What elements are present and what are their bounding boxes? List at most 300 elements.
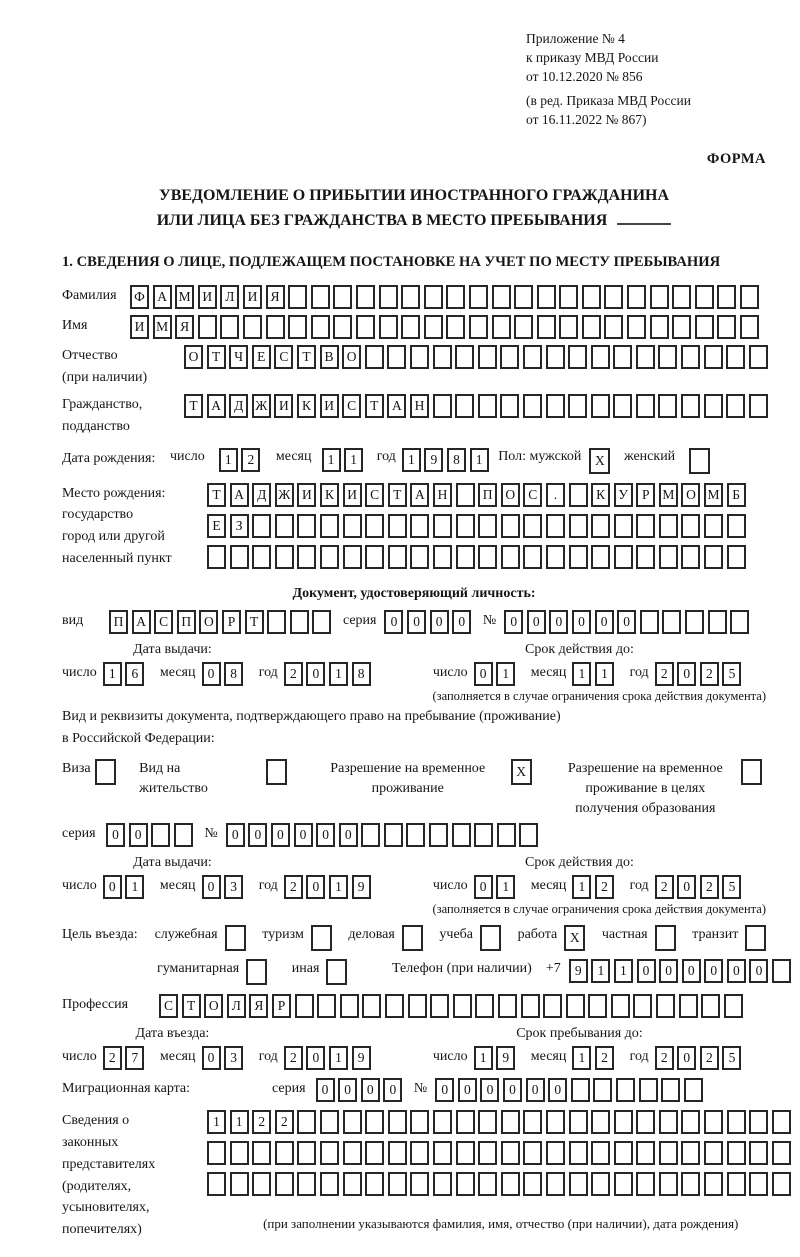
doc-kind-cells bbox=[109, 610, 335, 634]
profession-char-cell bbox=[566, 994, 585, 1018]
birth-place-char-cell bbox=[659, 514, 678, 538]
legal-reps-char-cell bbox=[388, 1110, 407, 1134]
given-name-char-cell bbox=[243, 315, 262, 339]
phone-digit-cell: 0 bbox=[704, 959, 723, 983]
residence-valid-year-cell: 0 bbox=[677, 875, 696, 899]
migration-series-cell: 0 bbox=[383, 1078, 402, 1102]
patronymic-char-cell bbox=[410, 345, 429, 369]
residence-issue-month-label: месяц bbox=[159, 878, 196, 894]
given-name-char-cell bbox=[266, 315, 285, 339]
legal-reps-row2-cells bbox=[207, 1141, 794, 1165]
legal-reps-char-cell bbox=[636, 1141, 655, 1165]
migration-card-row bbox=[62, 1078, 766, 1102]
legal-reps-char-cell bbox=[410, 1141, 429, 1165]
migration-series-label: серия bbox=[272, 1081, 306, 1097]
citizenship-char-cell: Д bbox=[229, 394, 248, 418]
legal-reps-char-cell bbox=[614, 1110, 633, 1134]
residence-valid-col bbox=[393, 855, 766, 917]
doc-valid-year-cells bbox=[655, 662, 745, 686]
legal-reps-char-cell bbox=[772, 1141, 791, 1165]
residence-number-cell bbox=[497, 823, 516, 847]
birth-place-char-cell bbox=[207, 545, 226, 569]
profession-char-cell: С bbox=[159, 994, 178, 1018]
birth-place-char-cell bbox=[591, 514, 610, 538]
migration-series-cell: 0 bbox=[316, 1078, 335, 1102]
gender-female-checkbox bbox=[689, 448, 714, 474]
residence-valid-year-cells bbox=[655, 875, 745, 899]
doc-valid-year-label: год bbox=[629, 664, 649, 680]
legal-reps-char-cell bbox=[275, 1172, 294, 1196]
purpose-label: Цель въезда: bbox=[62, 927, 138, 943]
birth-place-char-cell: А bbox=[230, 483, 249, 507]
given-name-char-cell bbox=[333, 315, 352, 339]
legal-reps-char-cell bbox=[433, 1172, 452, 1196]
residence-issue-day-label: число bbox=[62, 878, 97, 894]
annex-line: от 10.12.2020 № 856 bbox=[526, 68, 643, 84]
surname-char-cell bbox=[311, 285, 330, 309]
birth-place-char-cell bbox=[388, 545, 407, 569]
doc-issue-year-label: год bbox=[258, 664, 278, 680]
legal-reps-char-cell bbox=[704, 1141, 723, 1165]
profession-char-cell bbox=[475, 994, 494, 1018]
citizenship-sublabel: подданство bbox=[62, 419, 130, 435]
phone-digit-cell: 0 bbox=[682, 959, 701, 983]
residence-issue-head: Дата выдачи: bbox=[133, 855, 212, 871]
given-name-char-cell: И bbox=[130, 315, 149, 339]
doc-kind-char-cell: С bbox=[154, 610, 173, 634]
citizenship-char-cell: И bbox=[320, 394, 339, 418]
stay-day-label: число bbox=[432, 1049, 468, 1065]
patronymic-char-cell: С bbox=[274, 345, 293, 369]
migration-number-cell bbox=[661, 1078, 680, 1102]
residence-valid-year-cell: 2 bbox=[700, 875, 719, 899]
doc-valid-year-cell: 2 bbox=[700, 662, 719, 686]
residence-number-cells bbox=[226, 823, 542, 847]
doc-valid-head: Срок действия до: bbox=[525, 641, 634, 657]
legal-reps-row bbox=[62, 1110, 796, 1240]
doc-issue-day-cell: 1 bbox=[103, 662, 122, 686]
residence-number-cell bbox=[361, 823, 380, 847]
patronymic-row bbox=[62, 345, 766, 388]
given-name-char-cell bbox=[469, 315, 488, 339]
birth-month-cell: 1 bbox=[322, 448, 341, 472]
birth-place-char-cell: У bbox=[614, 483, 633, 507]
legal-reps-char-cell bbox=[456, 1110, 475, 1134]
migration-number-cell bbox=[616, 1078, 635, 1102]
residence-valid-day-cell: 0 bbox=[474, 875, 493, 899]
doc-kind-char-cell: Т bbox=[245, 610, 264, 634]
residence-number-cell: 0 bbox=[248, 823, 267, 847]
doc-number-cell bbox=[685, 610, 704, 634]
visa-label: Виза bbox=[62, 760, 91, 776]
citizenship-char-cell bbox=[726, 394, 745, 418]
birth-year-cells bbox=[402, 448, 492, 472]
vnj-option bbox=[139, 759, 291, 800]
migration-number-cell: 0 bbox=[548, 1078, 567, 1102]
doc-issue-month-cells bbox=[202, 662, 247, 686]
citizenship-char-cell: А bbox=[207, 394, 226, 418]
stay-day-cells bbox=[474, 1046, 519, 1070]
gender-male-checkbox bbox=[589, 448, 614, 474]
profession-char-cell bbox=[543, 994, 562, 1018]
doc-series-label: серия bbox=[342, 612, 377, 628]
profession-char-cell bbox=[611, 994, 630, 1018]
patronymic-char-cell bbox=[658, 345, 677, 369]
patronymic-char-cell bbox=[365, 345, 384, 369]
profession-char-cell bbox=[340, 994, 359, 1018]
residence-valid-month-cell: 2 bbox=[595, 875, 614, 899]
birth-place-char-cell: Д bbox=[252, 483, 271, 507]
birth-place-char-cell: П bbox=[478, 483, 497, 507]
stay-month-cells bbox=[572, 1046, 617, 1070]
stay-month-label: месяц bbox=[530, 1049, 567, 1065]
annex-note-line: от 16.11.2022 № 867) bbox=[526, 111, 647, 127]
legal-reps-char-cell bbox=[749, 1141, 768, 1165]
purpose-private-checkbox bbox=[655, 925, 680, 951]
legal-reps-char-cell bbox=[320, 1110, 339, 1134]
doc-number-cell bbox=[730, 610, 749, 634]
legal-reps-char-cell bbox=[569, 1141, 588, 1165]
doc-kind-label: вид bbox=[62, 612, 84, 628]
entry-year-cells bbox=[284, 1046, 374, 1070]
surname-cells bbox=[130, 285, 763, 309]
legal-reps-char-cell bbox=[523, 1141, 542, 1165]
citizenship-char-cell bbox=[478, 394, 497, 418]
birth-place-char-cell: З bbox=[230, 514, 249, 538]
vnj-label: Вид на жительство bbox=[139, 760, 208, 796]
birth-place-char-cell bbox=[523, 514, 542, 538]
residence-valid-year-cell: 5 bbox=[722, 875, 741, 899]
given-name-cells bbox=[130, 315, 763, 339]
surname-char-cell bbox=[672, 285, 691, 309]
birth-place-char-cell: Т bbox=[388, 483, 407, 507]
citizenship-char-cell bbox=[704, 394, 723, 418]
legal-reps-char-cell bbox=[456, 1141, 475, 1165]
form-label: ФОРМА bbox=[706, 151, 766, 168]
patronymic-char-cell: Ч bbox=[229, 345, 248, 369]
residence-issue-year-cell: 1 bbox=[329, 875, 348, 899]
birth-place-row2-cells bbox=[207, 514, 749, 538]
patronymic-char-cell bbox=[568, 345, 587, 369]
purpose-option-business-trip: служебная bbox=[155, 925, 250, 951]
patronymic-char-cell bbox=[455, 345, 474, 369]
purpose-commercial-checkbox bbox=[402, 925, 427, 951]
birth-place-char-cell bbox=[727, 514, 746, 538]
legal-reps-char-cell bbox=[365, 1141, 384, 1165]
given-name-label: Имя bbox=[62, 318, 88, 334]
legal-reps-char-cell bbox=[433, 1110, 452, 1134]
birth-year-cell: 1 bbox=[402, 448, 421, 472]
stay-until-col bbox=[393, 1026, 766, 1070]
surname-char-cell bbox=[514, 285, 533, 309]
doc-kind-char-cell: А bbox=[132, 610, 151, 634]
annex-reference bbox=[526, 30, 766, 129]
birth-place-char-cell: О bbox=[681, 483, 700, 507]
birth-place-char-cell bbox=[681, 514, 700, 538]
birth-place-sublabel-settlement: населенный пункт bbox=[62, 550, 172, 566]
birth-place-char-cell bbox=[478, 514, 497, 538]
surname-char-cell bbox=[559, 285, 578, 309]
birth-place-char-cell bbox=[614, 545, 633, 569]
purpose-cell bbox=[655, 925, 676, 951]
residence-series-cell: 0 bbox=[106, 823, 125, 847]
birth-place-char-cell bbox=[410, 545, 429, 569]
legal-reps-char-cell bbox=[591, 1172, 610, 1196]
given-name-char-cell bbox=[514, 315, 533, 339]
patronymic-char-cell: О bbox=[184, 345, 203, 369]
legal-reps-char-cell bbox=[478, 1141, 497, 1165]
entry-day-cells bbox=[103, 1046, 148, 1070]
profession-char-cell bbox=[453, 994, 472, 1018]
purpose-option-work: работа X bbox=[518, 925, 589, 951]
given-name-char-cell bbox=[695, 315, 714, 339]
purpose-option-tourism: туризм bbox=[262, 925, 335, 951]
birth-place-char-cell bbox=[275, 545, 294, 569]
form-title-line2: ИЛИ ЛИЦА БЕЗ ГРАЖДАНСТВА В МЕСТО ПРЕБЫВАНИЯ bbox=[62, 209, 766, 234]
doc-issue-month-label: месяц bbox=[159, 664, 196, 680]
legal-reps-char-cell bbox=[727, 1172, 746, 1196]
annex-line: к приказу МВД России bbox=[526, 49, 659, 65]
purpose-option-transit: транзит bbox=[692, 925, 770, 951]
purpose-cell bbox=[480, 925, 501, 951]
legal-reps-char-cell bbox=[252, 1141, 271, 1165]
birth-place-char-cell bbox=[252, 514, 271, 538]
legal-reps-char-cell bbox=[433, 1141, 452, 1165]
doc-valid-month-cell: 1 bbox=[572, 662, 591, 686]
birth-day-cell: 2 bbox=[241, 448, 260, 472]
stay-year-cell: 0 bbox=[677, 1046, 696, 1070]
migration-series-cells bbox=[316, 1078, 406, 1102]
surname-char-cell bbox=[424, 285, 443, 309]
surname-char-cell bbox=[492, 285, 511, 309]
doc-issue-year-cell: 8 bbox=[352, 662, 371, 686]
patronymic-sublabel: (при наличии) bbox=[62, 369, 148, 385]
birth-place-char-cell bbox=[704, 545, 723, 569]
given-name-char-cell bbox=[446, 315, 465, 339]
legal-reps-char-cell bbox=[591, 1141, 610, 1165]
doc-kind-row bbox=[62, 610, 766, 634]
birth-day-cells bbox=[219, 448, 264, 472]
stay-year-cells bbox=[655, 1046, 745, 1070]
doc-valid-year-cell: 0 bbox=[677, 662, 696, 686]
surname-char-cell bbox=[537, 285, 556, 309]
legal-reps-char-cell bbox=[320, 1172, 339, 1196]
stay-month-cell: 1 bbox=[572, 1046, 591, 1070]
rvp-cell: X bbox=[511, 759, 532, 785]
residence-valid-year-label: год bbox=[629, 878, 649, 894]
rvp-option bbox=[315, 759, 535, 800]
entry-month-cells bbox=[202, 1046, 247, 1070]
purpose-row-2 bbox=[157, 959, 766, 985]
doc-kind-char-cell bbox=[312, 610, 331, 634]
residence-number-cell: 0 bbox=[294, 823, 313, 847]
given-name-char-cell: М bbox=[153, 315, 172, 339]
legal-reps-char-cell: 2 bbox=[252, 1110, 271, 1134]
patronymic-char-cell bbox=[681, 345, 700, 369]
entry-date-col bbox=[62, 1026, 393, 1070]
entry-month-cell: 3 bbox=[224, 1046, 243, 1070]
residence-doc-line2: в Российской Федерации: bbox=[62, 731, 215, 747]
migration-number-cells bbox=[435, 1078, 706, 1102]
rvp-checkbox bbox=[511, 759, 536, 785]
surname-char-cell bbox=[627, 285, 646, 309]
legal-reps-char-cell bbox=[388, 1172, 407, 1196]
birth-place-char-cell: Т bbox=[207, 483, 226, 507]
phone-digit-cell: 1 bbox=[614, 959, 633, 983]
migration-number-cell bbox=[639, 1078, 658, 1102]
doc-issue-year-cell: 1 bbox=[329, 662, 348, 686]
entry-dates-block bbox=[62, 1026, 766, 1070]
given-name-char-cell bbox=[559, 315, 578, 339]
birth-place-char-cell bbox=[569, 545, 588, 569]
legal-reps-char-cell bbox=[636, 1172, 655, 1196]
given-name-char-cell bbox=[424, 315, 443, 339]
doc-valid-month-label: месяц bbox=[530, 664, 567, 680]
legal-reps-char-cell bbox=[704, 1172, 723, 1196]
residence-issue-year-label: год bbox=[258, 878, 278, 894]
entry-date-head: Дата въезда: bbox=[135, 1026, 210, 1042]
birth-place-char-cell bbox=[433, 545, 452, 569]
identity-doc-heading: Документ, удостоверяющий личность: bbox=[292, 585, 536, 601]
citizenship-char-cell bbox=[546, 394, 565, 418]
patronymic-char-cell bbox=[478, 345, 497, 369]
doc-kind-char-cell: П bbox=[109, 610, 128, 634]
birth-place-char-cell bbox=[546, 514, 565, 538]
legal-reps-char-cell bbox=[523, 1110, 542, 1134]
profession-char-cell: Я bbox=[249, 994, 268, 1018]
doc-valid-day-cell: 1 bbox=[496, 662, 515, 686]
legal-reps-char-cell bbox=[297, 1141, 316, 1165]
rvp-label: Разрешение на временное проживание bbox=[330, 760, 486, 796]
migration-number-cell: 0 bbox=[458, 1078, 477, 1102]
legal-reps-char-cell bbox=[297, 1110, 316, 1134]
doc-kind-char-cell bbox=[290, 610, 309, 634]
legal-reps-char-cell bbox=[501, 1172, 520, 1196]
profession-char-cell bbox=[317, 994, 336, 1018]
doc-number-cell bbox=[662, 610, 681, 634]
citizenship-char-cell: И bbox=[274, 394, 293, 418]
migration-card-label: Миграционная карта: bbox=[62, 1081, 191, 1097]
patronymic-char-cell bbox=[433, 345, 452, 369]
doc-valid-year-cell: 2 bbox=[655, 662, 674, 686]
residence-issue-month-cells bbox=[202, 875, 247, 899]
profession-char-cell bbox=[295, 994, 314, 1018]
birth-place-char-cell: С bbox=[523, 483, 542, 507]
doc-kind-char-cell bbox=[267, 610, 286, 634]
purpose-humanitarian-checkbox bbox=[246, 959, 271, 985]
birth-place-char-cell bbox=[704, 514, 723, 538]
legal-reps-char-cell bbox=[614, 1141, 633, 1165]
doc-number-cell: 0 bbox=[617, 610, 636, 634]
profession-label: Профессия bbox=[62, 997, 129, 1013]
residence-validity-note: (заполняется в случае ограничения срока действия документа) bbox=[432, 902, 766, 917]
profession-char-cell bbox=[588, 994, 607, 1018]
profession-char-cell bbox=[408, 994, 427, 1018]
residence-issue-col bbox=[62, 855, 393, 917]
birth-day-cell: 1 bbox=[219, 448, 238, 472]
birth-place-char-cell bbox=[230, 545, 249, 569]
doc-series-cell: 0 bbox=[430, 610, 449, 634]
purpose-work-checkbox bbox=[564, 925, 589, 951]
legal-reps-char-cell bbox=[456, 1172, 475, 1196]
doc-kind-char-cell: О bbox=[199, 610, 218, 634]
surname-char-cell: М bbox=[175, 285, 194, 309]
residence-doc-line1: Вид и реквизиты документа, подтверждающего право на пребывание (проживание) bbox=[62, 708, 561, 724]
patronymic-char-cell bbox=[546, 345, 565, 369]
purpose-option-humanitarian: гуманитарная bbox=[157, 959, 271, 985]
birth-place-char-cell bbox=[365, 545, 384, 569]
surname-char-cell bbox=[446, 285, 465, 309]
birth-place-char-cell: К bbox=[320, 483, 339, 507]
birth-place-char-cell: С bbox=[365, 483, 384, 507]
residence-type-row bbox=[62, 759, 766, 820]
migration-number-cell: 0 bbox=[435, 1078, 454, 1102]
birth-place-char-cell: М bbox=[659, 483, 678, 507]
legal-reps-char-cell: 1 bbox=[207, 1110, 226, 1134]
legal-reps-char-cell bbox=[704, 1110, 723, 1134]
doc-series-cell: 0 bbox=[407, 610, 426, 634]
migration-number-cell: 0 bbox=[503, 1078, 522, 1102]
birth-place-char-cell bbox=[252, 545, 271, 569]
patronymic-char-cell: О bbox=[342, 345, 361, 369]
citizenship-char-cell bbox=[658, 394, 677, 418]
residence-number-cell bbox=[474, 823, 493, 847]
birth-place-char-cell: М bbox=[704, 483, 723, 507]
birth-place-char-cell: Ж bbox=[275, 483, 294, 507]
annex-note-line: (в ред. Приказа МВД России bbox=[526, 92, 691, 108]
residence-number-cell bbox=[384, 823, 403, 847]
profession-char-cell bbox=[521, 994, 540, 1018]
doc-issue-month-cell: 8 bbox=[224, 662, 243, 686]
birth-place-char-cell bbox=[727, 545, 746, 569]
migration-number-cell bbox=[684, 1078, 703, 1102]
doc-kind-char-cell: П bbox=[177, 610, 196, 634]
patronymic-char-cell: В bbox=[320, 345, 339, 369]
legal-reps-char-cell bbox=[727, 1110, 746, 1134]
entry-day-cell: 2 bbox=[103, 1046, 122, 1070]
profession-char-cell bbox=[701, 994, 720, 1018]
birth-year-cell: 1 bbox=[470, 448, 489, 472]
surname-char-cell bbox=[379, 285, 398, 309]
legal-reps-char-cell bbox=[410, 1110, 429, 1134]
profession-char-cell bbox=[656, 994, 675, 1018]
legal-reps-char-cell bbox=[546, 1141, 565, 1165]
doc-valid-col bbox=[393, 642, 766, 704]
rvpo-cell bbox=[741, 759, 762, 785]
doc-valid-day-cell: 0 bbox=[474, 662, 493, 686]
given-name-char-cell bbox=[401, 315, 420, 339]
given-name-char-cell bbox=[672, 315, 691, 339]
birth-place-char-cell: К bbox=[591, 483, 610, 507]
surname-char-cell bbox=[356, 285, 375, 309]
birth-place-char-cell: А bbox=[410, 483, 429, 507]
entry-month-cell: 0 bbox=[202, 1046, 221, 1070]
migration-number-cell bbox=[571, 1078, 590, 1102]
birth-place-char-cell: . bbox=[546, 483, 565, 507]
doc-issue-col bbox=[62, 642, 393, 704]
residence-number-cell: 0 bbox=[271, 823, 290, 847]
doc-dates-block bbox=[62, 642, 766, 704]
profession-char-cell bbox=[385, 994, 404, 1018]
doc-issue-year-cells bbox=[284, 662, 374, 686]
residence-series-cell bbox=[174, 823, 193, 847]
birth-place-char-cell bbox=[410, 514, 429, 538]
legal-reps-char-cell bbox=[252, 1172, 271, 1196]
citizenship-char-cell: Ж bbox=[252, 394, 271, 418]
entry-year-cell: 1 bbox=[329, 1046, 348, 1070]
citizenship-char-cell: К bbox=[297, 394, 316, 418]
legal-reps-char-cell bbox=[569, 1110, 588, 1134]
